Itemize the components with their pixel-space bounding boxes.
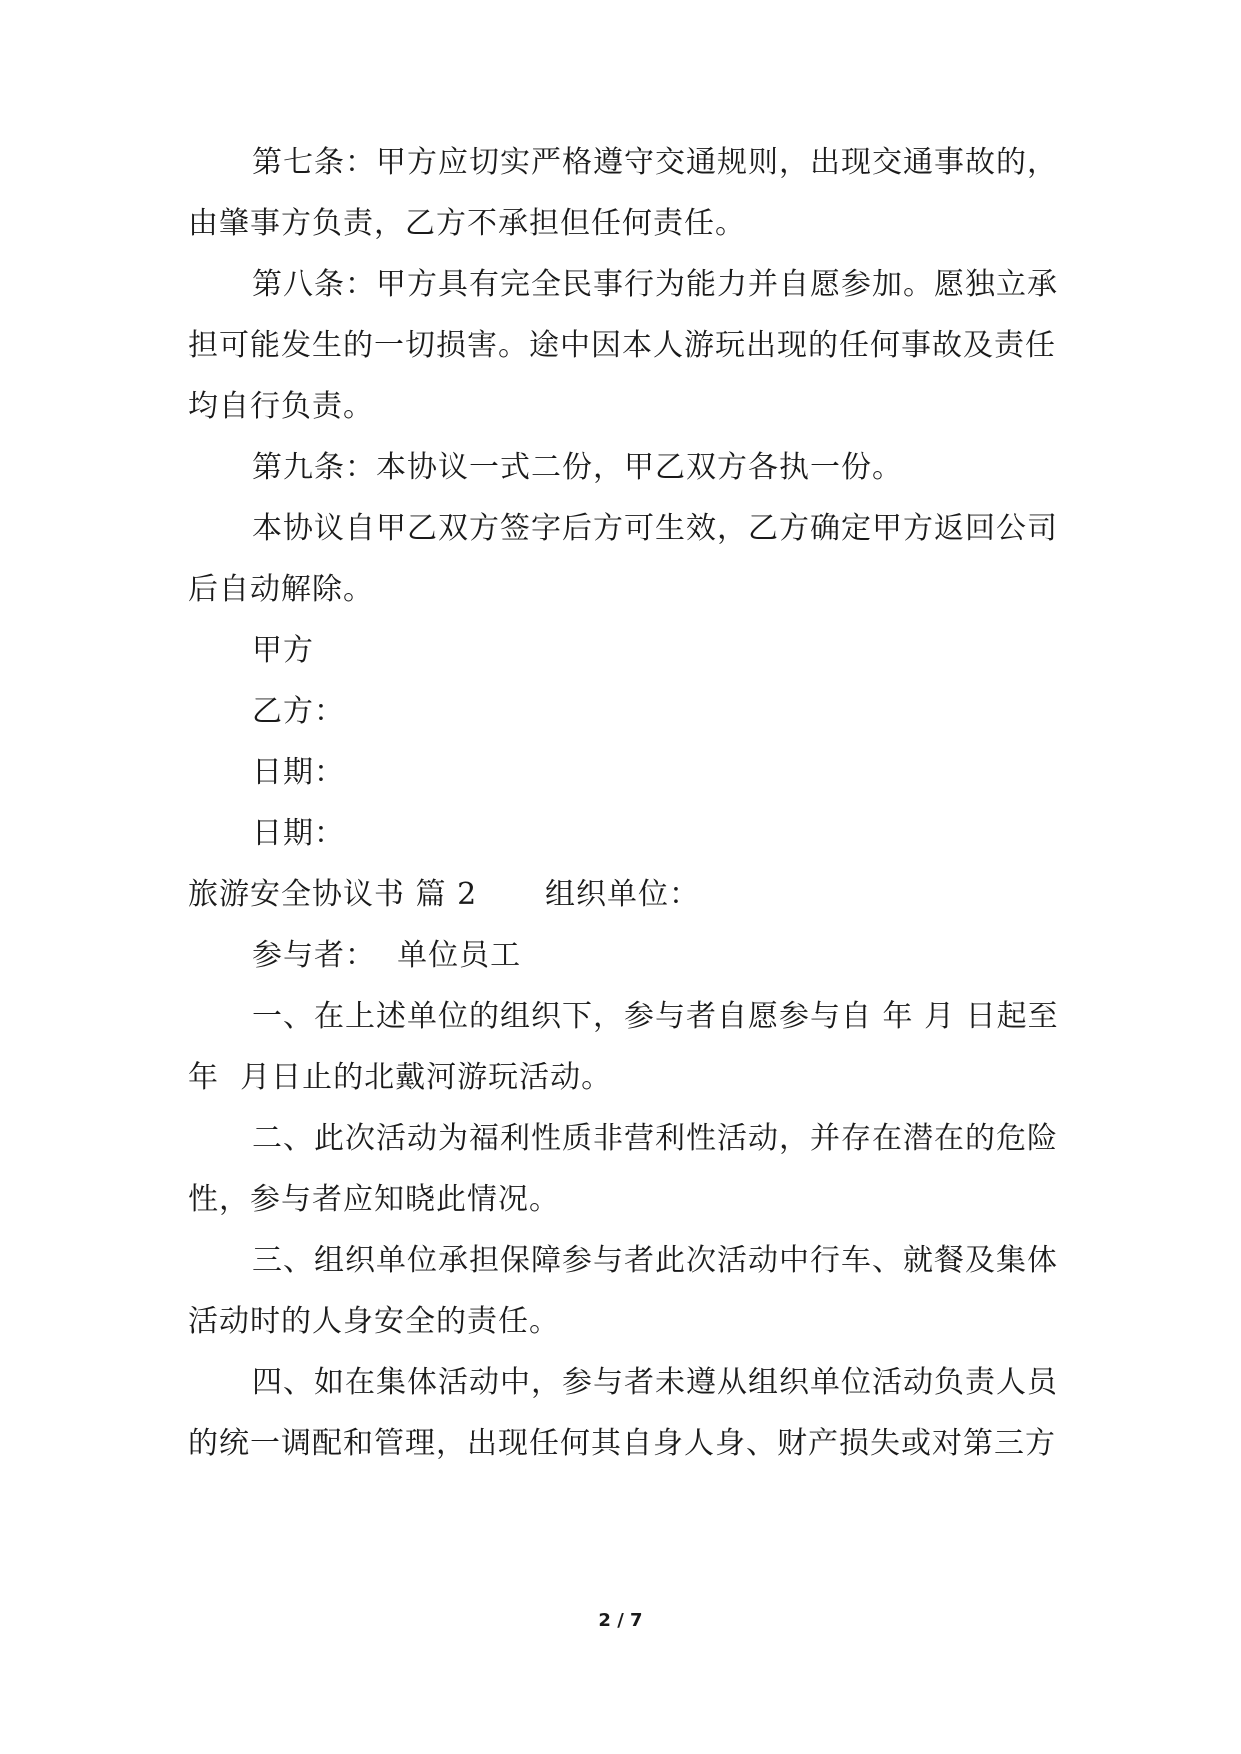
effect-clause-line-1: 本协议自甲乙双方签字后方可生效，乙方确定甲方返回公司 bbox=[252, 511, 1058, 546]
article-8-line-2: 担可能发生的一切损害。途中因本人游玩出现的任何事故及责任 bbox=[188, 328, 1056, 363]
effect-clause-line-2: 后自动解除。 bbox=[188, 572, 374, 607]
clause-2-line-1: 二、此次活动为福利性质非营利性活动，并存在潜在的危险 bbox=[252, 1121, 1058, 1156]
article-7-line-1: 第七条：甲方应切实严格遵守交通规则，出现交通事故的， bbox=[252, 145, 1058, 180]
clause-1-line-1: 一、在上述单位的组织下，参与者自愿参与自 年 月 日起至 bbox=[252, 999, 1059, 1034]
participant-line: 参与者： 单位员工 bbox=[252, 938, 522, 973]
section-2-title: 旅游安全协议书 篇 2 bbox=[188, 877, 478, 912]
clause-1-line-2: 年 月日止的北戴河游玩活动。 bbox=[188, 1060, 613, 1095]
page-number: 2 / 7 bbox=[598, 1610, 643, 1631]
article-7-line-2: 由肇事方负责，乙方不承担但任何责任。 bbox=[188, 206, 746, 241]
clause-4-line-2: 的统一调配和管理，出现任何其自身人身、财产损失或对第三方 bbox=[188, 1426, 1056, 1461]
article-8-line-3: 均自行负责。 bbox=[188, 389, 374, 424]
signature-date-2: 日期： bbox=[252, 816, 345, 851]
signature-date-1: 日期： bbox=[252, 755, 345, 790]
clause-3-line-1: 三、组织单位承担保障参与者此次活动中行车、就餐及集体 bbox=[252, 1243, 1058, 1278]
signature-party-b: 乙方： bbox=[252, 694, 345, 729]
article-9-line-1: 第九条：本协议一式二份，甲乙双方各执一份。 bbox=[252, 450, 903, 485]
organizer-label: 组织单位： bbox=[545, 877, 700, 912]
clause-3-line-2: 活动时的人身安全的责任。 bbox=[188, 1304, 560, 1339]
article-8-line-1: 第八条：甲方具有完全民事行为能力并自愿参加。愿独立承 bbox=[252, 267, 1058, 302]
clause-4-line-1: 四、如在集体活动中，参与者未遵从组织单位活动负责人员 bbox=[252, 1365, 1058, 1400]
clause-2-line-2: 性，参与者应知晓此情况。 bbox=[188, 1182, 560, 1217]
signature-party-a: 甲方 bbox=[252, 633, 314, 668]
